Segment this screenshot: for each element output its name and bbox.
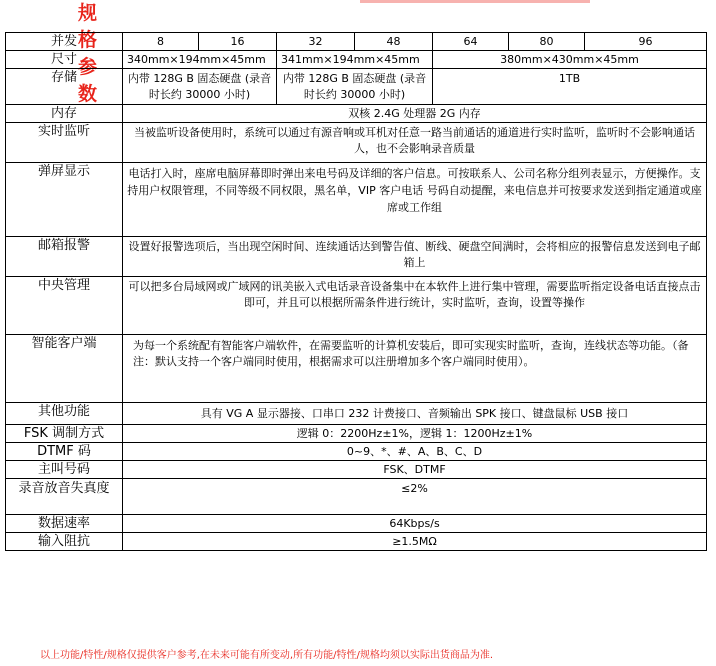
label-size: 尺寸 xyxy=(6,51,123,69)
label-client: 智能客户端 xyxy=(6,335,123,403)
row-other xyxy=(6,403,707,425)
row-storage xyxy=(6,69,707,105)
storage-b: 内带 128G B 固态硬盘 (录音时长约 30000 小时) xyxy=(277,69,433,105)
row-data-rate xyxy=(6,515,707,533)
label-fsk: FSK 调制方式 xyxy=(6,425,123,443)
row-memory xyxy=(6,105,707,123)
label-memory: 内存 xyxy=(6,105,123,123)
label-data-rate: 数据速率 xyxy=(6,515,123,533)
label-distortion: 录音放音失真度 xyxy=(6,479,123,515)
storage-a: 内带 128G B 固态硬盘 (录音时长约 30000 小时) xyxy=(123,69,277,105)
spec-table xyxy=(5,32,707,551)
fsk-value: 逻辑 0：2200Hz±1%，逻辑 1：1200Hz±1% xyxy=(123,425,707,443)
distortion-value: ≤2% xyxy=(123,479,707,515)
size-a: 340mm×194mm×45mm xyxy=(123,51,277,69)
label-impedance: 输入阻抗 xyxy=(6,533,123,551)
label-popup: 弹屏显示 xyxy=(6,163,123,237)
label-storage: 存储 xyxy=(6,69,123,105)
row-monitor xyxy=(6,123,707,163)
impedance-value: ≥1.5MΩ xyxy=(123,533,707,551)
row-mail-alarm xyxy=(6,237,707,277)
mail-alarm-value: 设置好报警选项后，当出现空闲时间、连续通话达到警告值、断线、硬盘空间满时，会将相应的报警信息发送到电子邮箱上 xyxy=(123,237,707,277)
client-value: 为每一个系统配有智能客户端软件，在需要监听的计算机安装后，即可实现实时监听，查询，连线状态等功能。（备注：默认支持一个客户端同时使用，根据需求可以注册增加多个客户端同时使用）。 xyxy=(123,335,707,403)
disclaimer-note: 以上功能/特性/规格仅提供客户参考,在未来可能有所变动,所有功能/特性/规格均须以实际出货商品为准. xyxy=(40,650,494,661)
dtmf-value: 0~9、*、#、A、B、C、D xyxy=(123,443,707,461)
page-title: 规格参数 xyxy=(78,2,99,105)
concurrency-32: 32 xyxy=(277,33,355,51)
row-popup xyxy=(6,163,707,237)
row-caller xyxy=(6,461,707,479)
row-fsk xyxy=(6,425,707,443)
concurrency-48: 48 xyxy=(355,33,433,51)
label-monitor: 实时监听 xyxy=(6,123,123,163)
concurrency-8: 8 xyxy=(123,33,199,51)
storage-c: 1TB xyxy=(433,69,707,105)
row-distortion xyxy=(6,479,707,515)
size-b: 341mm×194mm×45mm xyxy=(277,51,433,69)
row-dtmf xyxy=(6,443,707,461)
row-central xyxy=(6,277,707,335)
label-concurrency: 并发 xyxy=(6,33,123,51)
label-central: 中央管理 xyxy=(6,277,123,335)
size-c: 380mm×430mm×45mm xyxy=(433,51,707,69)
data-rate-value: 64Kbps/s xyxy=(123,515,707,533)
other-value: 具有 VG A 显示器接、口串口 232 计费接口、音频输出 SPK 接口、键盘鼠标 USB 接口 xyxy=(123,403,707,425)
label-dtmf: DTMF 码 xyxy=(6,443,123,461)
label-mail-alarm: 邮箱报警 xyxy=(6,237,123,277)
concurrency-64: 64 xyxy=(433,33,509,51)
caller-value: FSK、DTMF xyxy=(123,461,707,479)
row-concurrency xyxy=(6,33,707,51)
memory-value: 双核 2.4G 处理器 2G 内存 xyxy=(123,105,707,123)
title-decoration xyxy=(360,0,590,3)
label-caller: 主叫号码 xyxy=(6,461,123,479)
row-impedance xyxy=(6,533,707,551)
monitor-value: 当被监听设备使用时，系统可以通过有源音响或耳机对任意一路当前通话的通道进行实时监听，监听时不会影响通话人，也不会影响录音质量 xyxy=(123,123,707,163)
popup-value: 电话打入时，座席电脑屏幕即时弹出来电号码及详细的客户信息。可按联系人、公司名称分组列表显示，方便操作。支持用户权限管理，不同等级不同权限，黑名单，VIP 客户电话 号码自动提醒，来电信息并可按要求发送到指定通道或座席或工作组 xyxy=(123,163,707,237)
row-client xyxy=(6,335,707,403)
label-other: 其他功能 xyxy=(6,403,123,425)
row-size xyxy=(6,51,707,69)
concurrency-16: 16 xyxy=(199,33,277,51)
central-value: 可以把多台局域网或广域网的讯美嵌入式电话录音设备集中在本软件上进行集中管理，需要监听指定设备电话直接点击即可，并且可以根据所需条件进行统计，实时监听，查询，设置等操作 xyxy=(123,277,707,335)
concurrency-96: 96 xyxy=(585,33,707,51)
concurrency-80: 80 xyxy=(509,33,585,51)
